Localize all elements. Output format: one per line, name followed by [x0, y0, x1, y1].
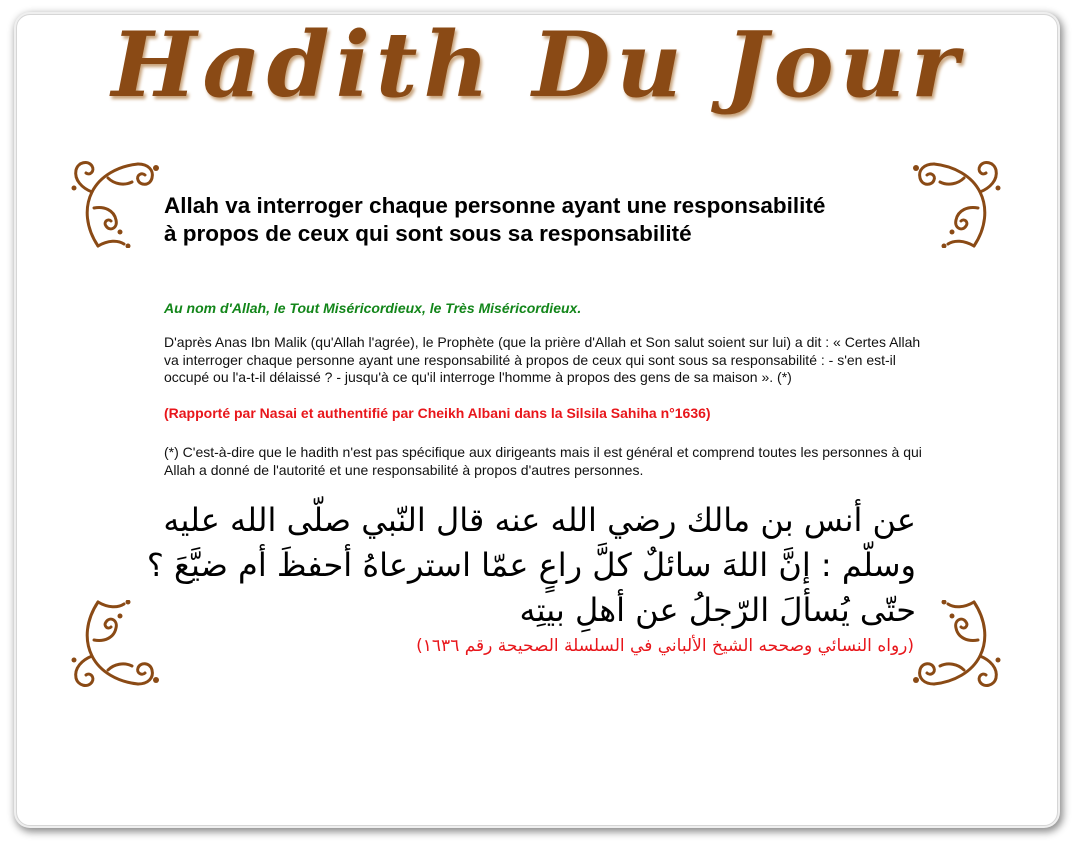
ornament-icon	[912, 600, 1004, 700]
hadith-heading	[164, 192, 924, 248]
ornament-icon	[68, 600, 160, 700]
arabic-line: عن أنس بن مالك رضي الله عنه قال النّبي صلّى الله عليه	[163, 501, 916, 539]
hadith-heading-line: à propos de ceux qui sont sous sa responsabilité	[164, 221, 692, 246]
hadith-heading-line: Allah va interroger chaque personne ayant une responsabilité	[164, 193, 826, 218]
ornament-icon	[68, 148, 160, 248]
arabic-line: حتّى يُسألَ الرّجلُ عن أهلِ بيتِه	[519, 591, 916, 629]
ornament-icon	[912, 148, 1004, 248]
page-title: Hadith Du Jour	[111, 12, 965, 118]
hadith-source: (Rapporté par Nasai et authentifié par Cheikh Albani dans la Silsila Sahiha n°1636)	[164, 405, 711, 421]
basmala-text: Au nom d'Allah, le Tout Miséricordieux, le Très Miséricordieux.	[164, 300, 582, 316]
arabic-line: وسلّم : إنَّ اللهَ سائلٌ كلَّ راعٍ عمّا استرعاهُ أحفظَ أم ضيَّعَ ؟	[146, 546, 916, 584]
hadith-note: (*) C'est-à-dire que le hadith n'est pas spécifique aux dirigeants mais il est général et comprend toutes les personnes à qui Allah a donné de l'autorité et une responsabilité à propos d'autres personnes.	[164, 444, 922, 478]
arabic-source: (رواه النسائي وصححه الشيخ الألباني في السلسلة الصحيحة رقم ١٦٣٦)	[416, 636, 914, 656]
hadith-text: D'après Anas Ibn Malik (qu'Allah l'agrée), le Prophète (que la prière d'Allah et Son salut soient sur lui) a dit : « Certes Allah va interroger chaque personne ayant une responsabilité à propos de ceux qui sont sous sa responsabilité : - s'en est-il occupé ou l'a-t-il délaissé ? - jusqu'à ce qu'il interroge l'homme à propos des gens de sa maison ». (*)	[164, 334, 921, 385]
arabic-hadith	[146, 498, 916, 633]
